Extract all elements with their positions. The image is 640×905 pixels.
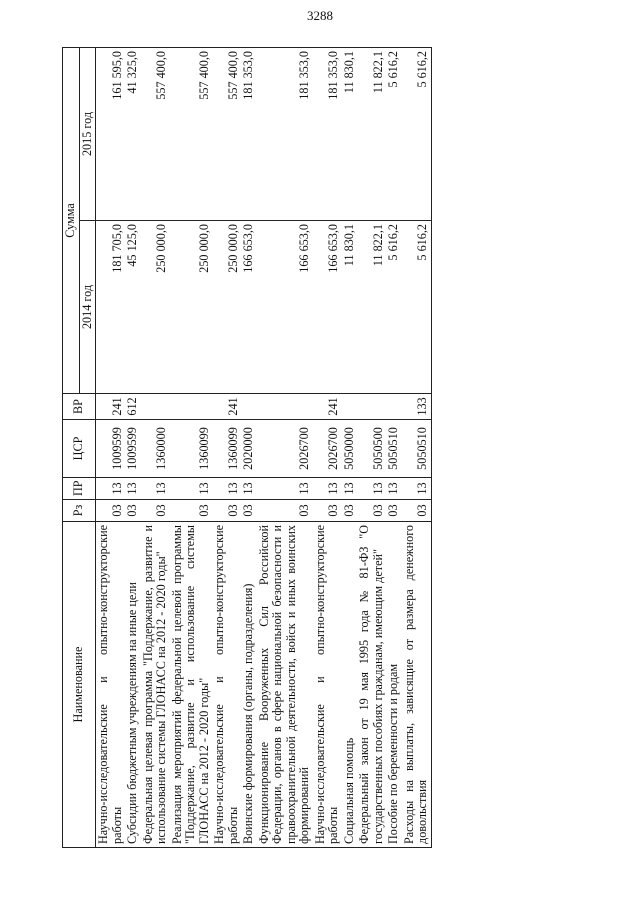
- row-rz: 03: [402, 500, 432, 522]
- row-sum-2014: 166 653,0: [257, 221, 313, 394]
- row-sum-2014: 250 000,0: [170, 221, 213, 394]
- row-rz: 03: [212, 500, 241, 522]
- header-rz: Рз: [63, 500, 96, 522]
- row-csr: 2026700: [313, 420, 342, 478]
- row-sum-2014: 250 000,0: [141, 221, 170, 394]
- row-pr: 13: [402, 478, 432, 500]
- header-name: Наименование: [63, 522, 96, 848]
- row-name: Пособие по беременности и родам: [386, 522, 402, 848]
- row-vr: [386, 394, 402, 420]
- header-2014: 2014 год: [79, 221, 96, 394]
- row-pr: 13: [257, 478, 313, 500]
- budget-table: [62, 47, 432, 848]
- header-vr: ВР: [63, 394, 96, 420]
- row-rz: 03: [141, 500, 170, 522]
- row-csr: 1360099: [170, 420, 213, 478]
- row-vr: 612: [125, 394, 141, 420]
- row-vr: [357, 394, 386, 420]
- row-sum-2014: 11 830,1: [342, 221, 358, 394]
- row-sum-2015: 557 400,0: [141, 47, 170, 220]
- header-csr: ЦСР: [63, 420, 96, 478]
- row-vr: 241: [313, 394, 342, 420]
- row-sum-2015: 161 595,0: [96, 47, 126, 220]
- row-name: Расходы на выплаты, зависящие от размера денежного довольствия: [402, 522, 432, 848]
- header-pr: ПР: [63, 478, 96, 500]
- table-row: [212, 47, 241, 847]
- row-name: Научно-исследовательские и опытно-конструкторские работы: [212, 522, 241, 848]
- row-rz: 03: [96, 500, 126, 522]
- row-csr: 2026700: [257, 420, 313, 478]
- row-rz: 03: [257, 500, 313, 522]
- header-2015: 2015 год: [79, 47, 96, 220]
- row-name: Реализация мероприятий федеральной целевой программы "Поддержание, развитие и использование системы ГЛОНАСС на 2012 - 2020 годы": [170, 522, 213, 848]
- row-rz: 03: [241, 500, 257, 522]
- row-vr: [141, 394, 170, 420]
- row-sum-2015: 5 616,2: [402, 47, 432, 220]
- row-sum-2015: 557 400,0: [170, 47, 213, 220]
- row-name: Научно-исследовательские и опытно-конструкторские работы: [96, 522, 126, 848]
- row-sum-2015: 181 353,0: [257, 47, 313, 220]
- budget-table-wrapper: [62, 48, 584, 848]
- row-sum-2015: 181 353,0: [241, 47, 257, 220]
- row-pr: 13: [241, 478, 257, 500]
- row-sum-2014: 11 822,1: [357, 221, 386, 394]
- row-name: Функционирование Вооруженных Сил Российской Федерации, органов в сфере национальной безопасности и правоохранительной деятельности, войск и иных воинских формирований: [257, 522, 313, 848]
- row-pr: 13: [96, 478, 126, 500]
- row-vr: [241, 394, 257, 420]
- row-csr: 5050510: [402, 420, 432, 478]
- row-pr: 13: [170, 478, 213, 500]
- row-name: Воинские формирования (органы, подразделения): [241, 522, 257, 848]
- row-name: Федеральная целевая программа "Поддержание, развитие и использование системы ГЛОНАСС на 2012 - 2020 годы": [141, 522, 170, 848]
- row-csr: 1360000: [141, 420, 170, 478]
- row-pr: 13: [313, 478, 342, 500]
- row-sum-2015: 557 400,0: [212, 47, 241, 220]
- row-name: Научно-исследовательские и опытно-конструкторские работы: [313, 522, 342, 848]
- row-csr: 1009599: [125, 420, 141, 478]
- table-row: [342, 47, 358, 847]
- row-rz: 03: [170, 500, 213, 522]
- row-name: Федеральный закон от 19 мая 1995 года № 81-ФЗ "О государственных пособиях гражданам, имеющим детей": [357, 522, 386, 848]
- row-vr: 241: [96, 394, 126, 420]
- row-pr: 13: [386, 478, 402, 500]
- row-csr: 5050000: [342, 420, 358, 478]
- row-sum-2015: 41 325,0: [125, 47, 141, 220]
- row-csr: 1009599: [96, 420, 126, 478]
- row-vr: [170, 394, 213, 420]
- row-rz: 03: [125, 500, 141, 522]
- row-sum-2014: 166 653,0: [313, 221, 342, 394]
- row-sum-2014: 5 616,2: [402, 221, 432, 394]
- row-csr: 1360099: [212, 420, 241, 478]
- row-csr: 2020000: [241, 420, 257, 478]
- table-row: [125, 47, 141, 847]
- table-row: [241, 47, 257, 847]
- row-sum-2015: 5 616,2: [386, 47, 402, 220]
- row-sum-2014: 181 705,0: [96, 221, 126, 394]
- row-vr: [257, 394, 313, 420]
- table-row: [257, 47, 313, 847]
- table-body: [96, 47, 432, 847]
- row-vr: 133: [402, 394, 432, 420]
- row-sum-2014: 5 616,2: [386, 221, 402, 394]
- row-pr: 13: [357, 478, 386, 500]
- row-rz: 03: [342, 500, 358, 522]
- row-sum-2015: 181 353,0: [313, 47, 342, 220]
- row-pr: 13: [141, 478, 170, 500]
- table-row: [96, 47, 126, 847]
- table-row: [170, 47, 213, 847]
- row-vr: 241: [212, 394, 241, 420]
- table-row: [402, 47, 432, 847]
- row-sum-2015: 11 830,1: [342, 47, 358, 220]
- table-row: [313, 47, 342, 847]
- row-sum-2014: 45 125,0: [125, 221, 141, 394]
- row-sum-2014: 166 653,0: [241, 221, 257, 394]
- row-rz: 03: [313, 500, 342, 522]
- header-sum: Сумма: [63, 47, 80, 393]
- row-sum-2015: 11 822,1: [357, 47, 386, 220]
- row-rz: 03: [386, 500, 402, 522]
- row-csr: 5050510: [386, 420, 402, 478]
- row-name: Социальная помощь: [342, 522, 358, 848]
- row-name: Субсидии бюджетным учреждениям на иные цели: [125, 522, 141, 848]
- row-pr: 13: [212, 478, 241, 500]
- row-pr: 13: [342, 478, 358, 500]
- page-number: 3288: [307, 8, 333, 23]
- row-rz: 03: [357, 500, 386, 522]
- row-sum-2014: 250 000,0: [212, 221, 241, 394]
- row-pr: 13: [125, 478, 141, 500]
- row-csr: 5050500: [357, 420, 386, 478]
- table-row: [357, 47, 386, 847]
- row-vr: [342, 394, 358, 420]
- table-header: [63, 47, 96, 847]
- table-row: [141, 47, 170, 847]
- table-row: [386, 47, 402, 847]
